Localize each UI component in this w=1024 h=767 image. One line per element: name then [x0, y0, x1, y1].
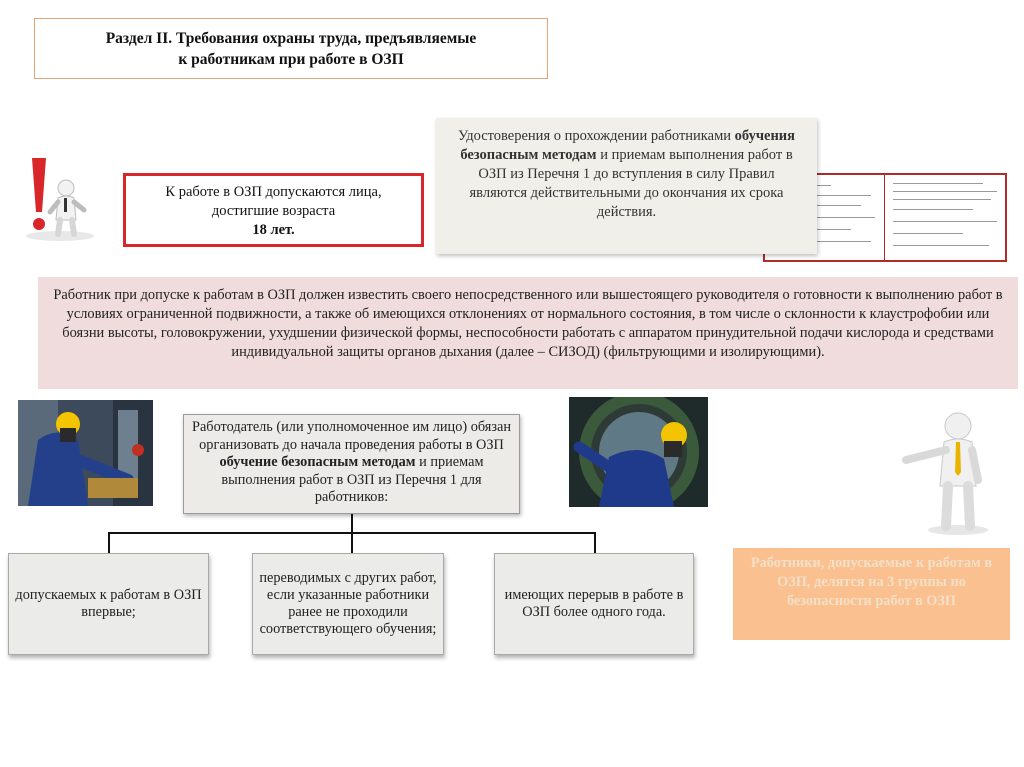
- section-title-line1: Раздел II. Требования охраны труда, предъявляемые: [105, 30, 477, 47]
- worker-photo-right: [569, 397, 708, 507]
- employer-text-end: и приемам выполнения работ в ОЗП из Перечня 1 для работников:: [221, 454, 484, 505]
- notification-text: Работник при допуске к работам в ОЗП должен известить своего непосредственного или вышестоящего руководителя о готовности к выполнению работ в условиях ограниченной подвижности, а также об имеющихся отклонениях от нормального состояния, в том числе о склонности к клаустрофобии или боязни высоты, головокружении, ухудшении физической формы, неспособности работать с аппаратом принудительной подачи кислорода и средствами индивидуальной защиты органов дыхания (далее – СИЗОД) (фильтрующими и изолирующими).: [53, 287, 1003, 360]
- connector-middle: [351, 532, 353, 553]
- age-requirement-box: [123, 173, 424, 247]
- group-break-workers: [494, 553, 694, 655]
- employer-text-bold: обучение безопасным методам: [219, 454, 416, 470]
- connector-left: [108, 532, 110, 553]
- warning-figure-icon: [18, 150, 96, 242]
- pointing-figure-icon: [900, 410, 990, 536]
- section-title: [34, 18, 548, 79]
- age-line2: достигшие возраста: [211, 203, 336, 219]
- connector-vertical-main: [351, 514, 353, 534]
- safety-groups-box: [733, 548, 1010, 640]
- group-transferred-workers: [252, 553, 444, 655]
- group-first-time-workers: [8, 553, 209, 655]
- employer-obligation-box: [183, 414, 520, 514]
- section-title-line2: к работникам при работе в ОЗП: [178, 51, 404, 68]
- certificate-page-right: [887, 175, 1005, 260]
- age-line1: К работе в ОЗП допускаются лица,: [165, 184, 382, 200]
- certificate-text-start: Удостоверения о прохождении работниками: [457, 128, 735, 144]
- connector-right: [594, 532, 596, 553]
- employer-text-start: Работодатель (или уполномоченное им лицо) обязан организовать до начала проведения работы в ОЗП: [192, 419, 511, 453]
- age-value: 18 лет.: [252, 222, 295, 238]
- safety-groups-text: Работники, допускаемые к работам в ОЗП, делятся на 3 группы по безопасности работ в ОЗП: [750, 555, 993, 609]
- notification-box: [38, 277, 1018, 389]
- worker-photo-left: [18, 400, 153, 506]
- certificate-text-bold: обучения безопасным методам: [460, 128, 796, 163]
- group-first-time-text: допускаемых к работам в ОЗП впервые;: [15, 587, 202, 620]
- group-break-text: имеющих перерыв в работе в ОЗП более одного года.: [504, 587, 684, 620]
- certificate-validity-box: [436, 118, 817, 254]
- group-transferred-text: переводимых с других работ, если указанные работники ранее не проходили соответствующего обучения;: [259, 570, 437, 637]
- certificate-text-end: и приемам выполнения работ в ОЗП из Перечня 1 до вступления в силу Правил являются действительными до окончания их срока действия.: [469, 147, 793, 220]
